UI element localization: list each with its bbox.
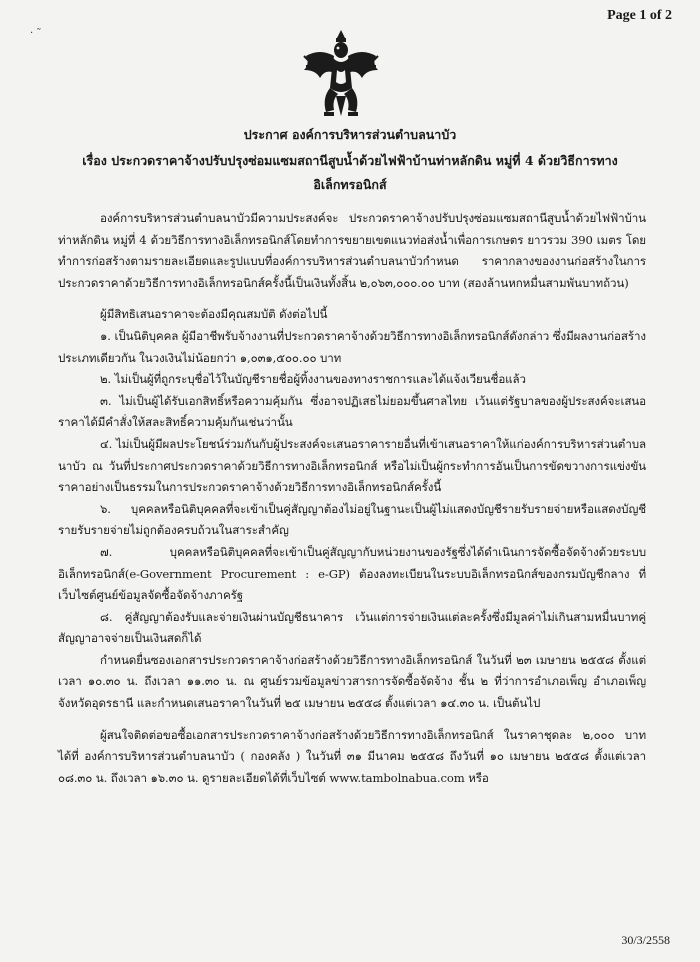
- qualification-item: ๒. ไม่เป็นผู้ที่ถูกระบุชื่อไว้ในบัญชีรายชื่อผู้ทิ้งงานของทางราชการและได้แจ้งเวียนชื่อแล้ว: [100, 372, 526, 387]
- submission-paragraph: กำหนดยื่นซองเอกสารประกวดราคาจ้างก่อสร้างด้วยวิธีการทางอิเล็กทรอนิกส์ ในวันที่ ๒๓ เมษายน ๒๕๕๘ ตั้งแต่เวลา ๑๐.๓๐ น. ถึงเวลา ๑๑.๓๐ น. ณ ศูนย์รวมข้อมูลข่าวสารการจัดซื้อจัดจ้าง ชั้น ๒ ที่ว่าการอำเภอเพ็ญ อำเภอเพ็ญ จังหวัดอุดรธานี และกำหนดเสนอราคาในวันที่ ๒๕ เมษายน ๒๕๕๘ ตั้งแต่เวลา ๑๔.๓๐ น. เป็นต้นไป: [58, 652, 646, 711]
- qualification-heading: ผู้มีสิทธิเสนอราคาจะต้องมีคุณสมบัติ ดังต่อไปนี้: [100, 307, 328, 322]
- intro-paragraph: องค์การบริหารส่วนตำบลนาบัวมีความประสงค์จะ ประกวดราคาจ้างปรับปรุงซ่อมแซมสถานีสูบน้ำด้วยไฟฟ้าบ้านท่าหลักดิน หมู่ที่ 4 ด้วยวิธีการทางอิเล็กทรอนิกส์โดยทำการขยายเขตแนวท่อส่งน้ำเพื่อการเกษตร ยาวรวม 390 เมตร โดยทำการก่อสร้างตามรายละเอียดและรูปแบบที่องค์การบริหารส่วนตำบลนาบัวกำหนด ราคากลางของงานก่อสร้างในการประกวดราคาด้วยวิธีการทางอิเล็กทรอนิกส์ครั้งนี้เป็นเงินทั้งสิ้น ๒,๐๖๓,๐๐๐.๐๐ บาท (สองล้านหกหมื่นสามพันบาทถ้วน): [58, 211, 646, 290]
- subject-line-2: อิเล็กทรอนิกส์: [313, 177, 387, 192]
- purchase-paragraph: ผู้สนใจติดต่อขอซื้อเอกสารประกวดราคาจ้างก่อสร้างด้วยวิธีการทางอิเล็กทรอนิกส์ ในราคาชุดละ ๒,๐๐๐ บาท ได้ที่ องค์การบริหารส่วนตำบลนาบัว ( กองคลัง ) ในวันที่ ๓๑ มีนาคม ๒๕๕๘ ถึงวันที่ ๑๐ เมษายน ๒๕๕๘ ตั้งแต่เวลา ๐๘.๓๐ น. ถึงเวลา ๑๖.๓๐ น. ดูรายละเอียดได้ที่เว็บไซต์ www.tambolnabua.com หรือ: [58, 727, 646, 785]
- qualification-item: ๘. คู่สัญญาต้องรับและจ่ายเงินผ่านบัญชีธนาคาร เว้นแต่การจ่ายเงินแต่ละครั้งซึ่งมีมูลค่าไม่เกินสามหมื่นบาทคู่สัญญาอาจจ่ายเป็นเงินสดก็ได้: [58, 609, 646, 646]
- footer-date: 30/3/2558: [621, 933, 670, 947]
- qualification-item: ๖. บุคคลหรือนิติบุคคลที่จะเข้าเป็นคู่สัญญาต้องไม่อยู่ในฐานะเป็นผู้ไม่แสดงบัญชีรายรับรายจ่ายหรือแสดงบัญชีรายรับรายจ่ายไม่ถูกต้องครบถ้วนในสาระสำคัญ: [58, 501, 646, 538]
- announcement-title: ประกาศ องค์การบริหารส่วนตำบลนาบัว: [243, 127, 457, 142]
- garuda-emblem-icon: [300, 26, 382, 118]
- qualification-item: ๑. เป็นนิติบุคคล ผู้มีอาชีพรับจ้างงานที่ประกวดราคาจ้างด้วยวิธีการทางอิเล็กทรอนิกส์ดังกล่าว ซึ่งมีผลงานก่อสร้างประเภทเดียวกัน ในวงเงินไม่น้อยกว่า ๑,๐๓๑,๕๐๐.๐๐ บาท: [58, 328, 646, 365]
- page-number: Page 1 of 2: [607, 8, 672, 23]
- qualification-item: ๔. ไม่เป็นผู้มีผลประโยชน์ร่วมกันกับผู้ประสงค์จะเสนอราคารายอื่นที่เข้าเสนอราคาให้แก่องค์การบริหารส่วนตำบลนาบัว ณ วันที่ประกาศประกวดราคาด้วยวิธีการทางอิเล็กทรอนิกส์ หรือไม่เป็นผู้กระทำการอันเป็นการขัดขวางการแข่งขันราคาอย่างเป็นธรรมในการประกวดราคาจ้างด้วยวิธีการทางอิเล็กทรอนิกส์ครั้งนี้: [58, 436, 646, 495]
- subject-line-1: เรื่อง ประกวดราคาจ้างปรับปรุงซ่อมแซมสถานีสูบน้ำด้วยไฟฟ้าบ้านท่าหลักดิน หมู่ที่ 4 ด้วยวิธีการทาง: [82, 153, 618, 168]
- qualification-item: ๗. บุคคลหรือนิติบุคคลที่จะเข้าเป็นคู่สัญญากับหน่วยงานของรัฐซึ่งได้ดำเนินการจัดซื้อจัดจ้างด้วยระบบอิเล็กทรอนิกส์(e-Government Procurement : e-GP) ต้องลงทะเบียนในระบบอิเล็กทรอนิกส์ของกรมบัญชีกลาง ที่เว็บไซต์ศูนย์ข้อมูลจัดซื้อจัดจ้างภาครัฐ: [58, 544, 646, 603]
- scan-mark: · ˜: [30, 28, 42, 39]
- announcement-body: [58, 208, 646, 789]
- qualification-item: ๓. ไม่เป็นผู้ได้รับเอกสิทธิ์หรือความคุ้มกัน ซึ่งอาจปฏิเสธไม่ยอมขึ้นศาลไทย เว้นแต่รัฐบาลของผู้ประสงค์จะเสนอราคาได้มีคำสั่งให้สละสิทธิ์ความคุ้มกันเช่นว่านั้น: [58, 393, 646, 430]
